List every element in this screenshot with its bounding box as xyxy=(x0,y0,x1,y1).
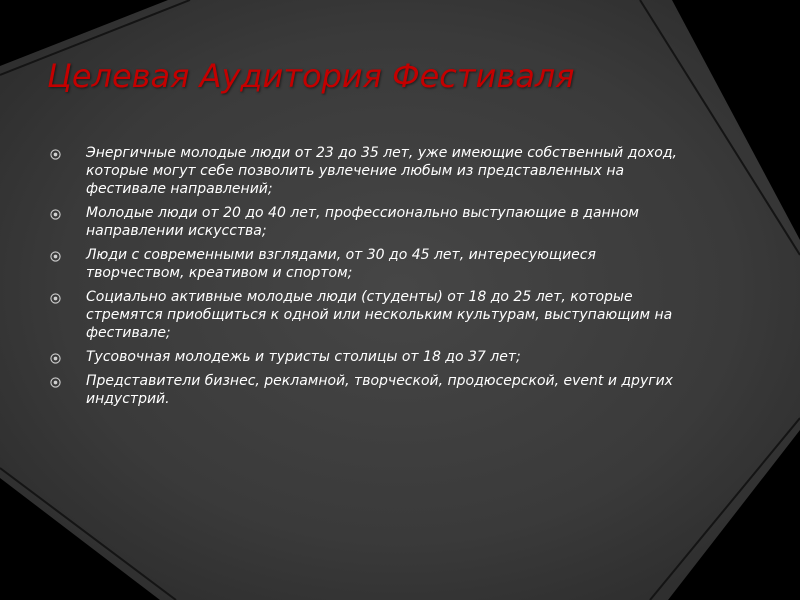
list-item xyxy=(50,144,690,198)
target-bullet-icon xyxy=(50,209,61,220)
bullet-list xyxy=(50,144,690,414)
target-bullet-icon xyxy=(50,149,61,160)
target-bullet-icon xyxy=(50,251,61,262)
target-bullet-icon xyxy=(50,293,61,304)
list-item xyxy=(50,288,690,342)
bullet-text: Социально активные молодые люди (студенты) от 18 до 25 лет, которые стремятся приобщиться к одной или нескольким культурам, выступающим на фестивале; xyxy=(86,289,673,341)
target-bullet-icon xyxy=(50,353,61,364)
bullet-text: Тусовочная молодежь и туристы столицы от 18 до 37 лет; xyxy=(86,349,521,365)
bullet-text: Молодые люди от 20 до 40 лет, профессионально выступающие в данном направлении искусства; xyxy=(86,205,639,239)
list-item xyxy=(50,372,690,408)
slide-title: Целевая Аудитория Фестиваля xyxy=(47,57,575,95)
target-bullet-icon xyxy=(50,377,61,388)
list-item xyxy=(50,348,690,366)
list-item xyxy=(50,204,690,240)
bullet-text: Люди с современными взглядами, от 30 до 45 лет, интересующиеся творчеством, креативом и спортом; xyxy=(86,247,596,281)
list-item xyxy=(50,246,690,282)
bullet-text: Представители бизнес, рекламной, творческой, продюсерской, event и других индустрий. xyxy=(86,373,673,407)
bullet-text: Энергичные молодые люди от 23 до 35 лет, уже имеющие собственный доход, которые могут себе позволить увлечение любым из представленных на фестивале направлений; xyxy=(86,145,677,197)
